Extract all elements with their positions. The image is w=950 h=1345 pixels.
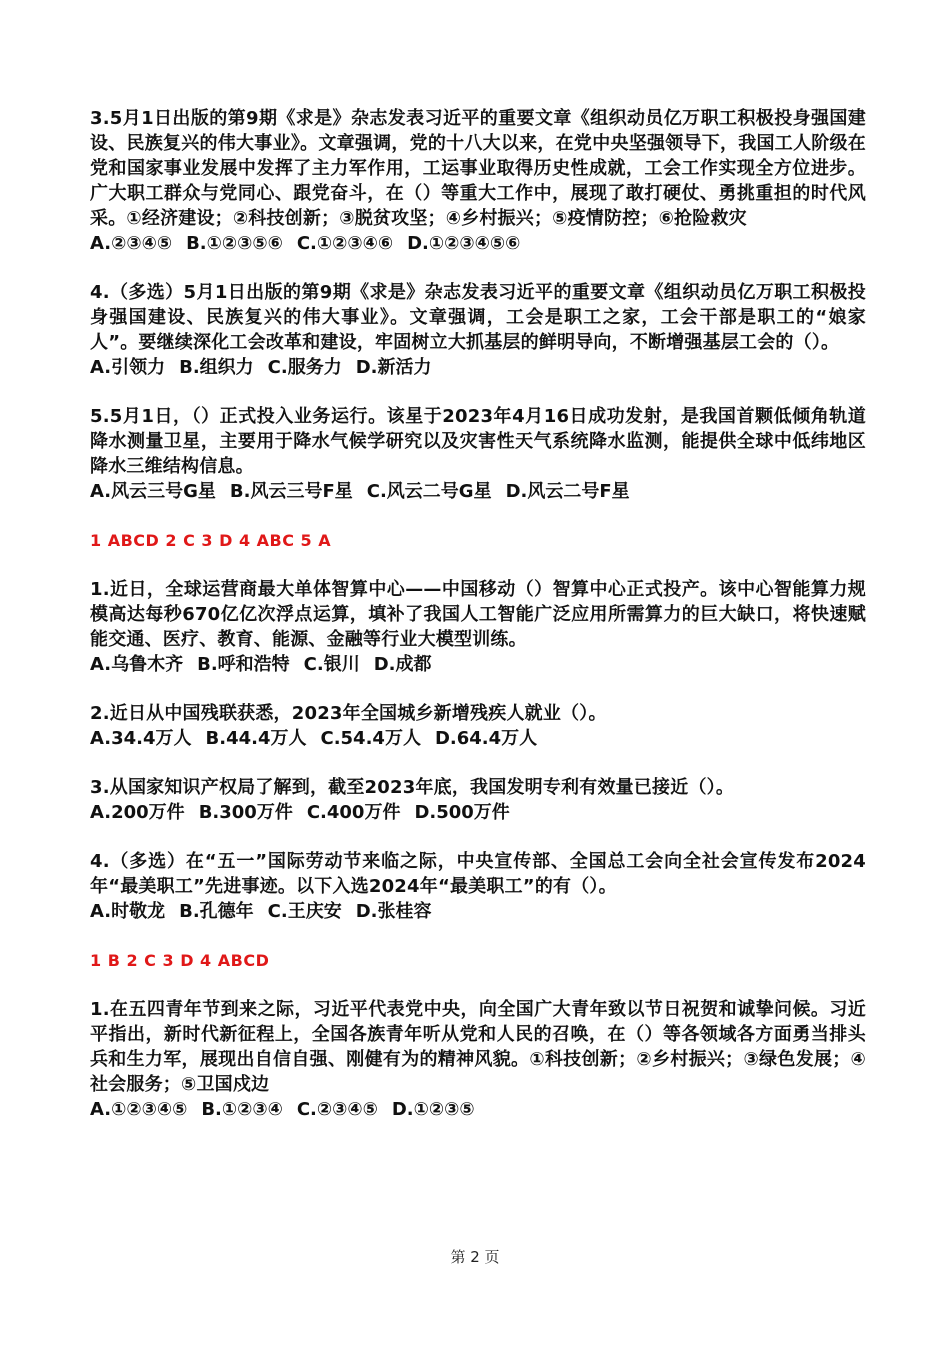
- option-d: D.①②③④⑤⑥: [407, 233, 521, 254]
- question-block: [90, 849, 866, 924]
- option-d: D.新活力: [355, 357, 432, 378]
- option-c: C.400万件: [306, 802, 401, 823]
- question-block: [90, 701, 866, 751]
- question-text: 3.5月1日出版的第9期《求是》杂志发表习近平的重要文章《组织动员亿万职工积极投身强国建设、民族复兴的伟大事业》。文章强调，党的十八大以来，在党中央坚强领导下，我国工人阶级在党和国家事业发展中发挥了主力军作用，工运事业取得历史性成就，工会工作实现全方位进步。广大职工群众与党同心、跟党奋斗，在（）等重大工作中，展现了敢打硬仗、勇挑重担的时代风采。①经济建设；②科技创新；③脱贫攻坚；④乡村振兴；⑤疫情防控；⑥抢险救灾: [90, 108, 866, 229]
- question-block: [90, 577, 866, 677]
- option-b: B.①②③④: [201, 1099, 283, 1120]
- options-row: [90, 1097, 866, 1122]
- question-block: [90, 997, 866, 1122]
- question-text: 5.5月1日，（）正式投入业务运行。该星于2023年4月16日成功发射，是我国首颗低倾角轨道降水测量卫星，主要用于降水气候学研究以及灾害性天气系统降水监测，能提供全球中低纬地区降水三维结构信息。: [90, 406, 866, 477]
- option-c: C.银川: [303, 654, 360, 675]
- option-c: C.风云二号G星: [366, 481, 492, 502]
- option-b: B.300万件: [198, 802, 293, 823]
- question-block: [90, 106, 866, 256]
- answer-key: [90, 528, 866, 553]
- question-text: 4.（多选）在“五一”国际劳动节来临之际，中央宣传部、全国总工会向全社会宣传发布2024年“最美职工”先进事迹。以下入选2024年“最美职工”的有（）。: [90, 851, 866, 897]
- option-a: A.34.4万人: [90, 728, 192, 749]
- question-text: 1.在五四青年节到来之际，习近平代表党中央，向全国广大青年致以节日祝贺和诚挚问候。习近平指出，新时代新征程上，全国各族青年听从党和人民的召唤，在（）等各领域各方面勇当排头兵和生力军，展现出自信自强、刚健有为的精神风貌。①科技创新；②乡村振兴；③绿色发展；④社会服务；⑤卫国戍边: [90, 999, 866, 1095]
- question-text: 4.（多选）5月1日出版的第9期《求是》杂志发表习近平的重要文章《组织动员亿万职工积极投身强国建设、民族复兴的伟大事业》。文章强调，工会是职工之家，工会干部是职工的“娘家人”。要继续深化工会改革和建设，牢固树立大抓基层的鲜明导向，不断增强基层工会的（）。: [90, 282, 866, 353]
- answer-key: [90, 948, 866, 973]
- option-c: C.②③④⑤: [296, 1099, 378, 1120]
- option-c: C.服务力: [267, 357, 342, 378]
- option-b: B.呼和浩特: [197, 654, 290, 675]
- options-row: [90, 355, 866, 380]
- options-row: [90, 231, 866, 256]
- answer-text: 1 B 2 C 3 D 4 ABCD: [90, 951, 270, 970]
- option-d: D.风云二号F星: [505, 481, 630, 502]
- option-a: A.风云三号G星: [90, 481, 216, 502]
- option-c: C.王庆安: [267, 901, 342, 922]
- question-block: [90, 404, 866, 504]
- page-number: 第 2 页: [450, 1248, 500, 1266]
- option-a: A.乌鲁木齐: [90, 654, 184, 675]
- option-d: D.500万件: [414, 802, 510, 823]
- option-a: A.引领力: [90, 357, 166, 378]
- options-row: [90, 899, 866, 924]
- option-d: D.①②③⑤: [391, 1099, 475, 1120]
- options-row: [90, 726, 866, 751]
- option-a: A.②③④⑤: [90, 233, 173, 254]
- document-page: [90, 106, 866, 1122]
- question-block: [90, 280, 866, 380]
- option-a: A.①②③④⑤: [90, 1099, 188, 1120]
- question-text: 2.近日从中国残联获悉，2023年全国城乡新增残疾人就业（）。: [90, 703, 607, 724]
- answer-text: 1 ABCD 2 C 3 D 4 ABC 5 A: [90, 531, 332, 550]
- option-c: C.①②③④⑥: [296, 233, 394, 254]
- option-b: B.风云三号F星: [229, 481, 353, 502]
- question-block: [90, 775, 866, 825]
- options-row: [90, 652, 866, 677]
- option-d: D.64.4万人: [434, 728, 538, 749]
- options-row: [90, 479, 866, 504]
- option-b: B.44.4万人: [205, 728, 307, 749]
- option-a: A.200万件: [90, 802, 185, 823]
- option-b: B.孔德年: [179, 901, 254, 922]
- options-row: [90, 800, 866, 825]
- question-text: 1.近日，全球运营商最大单体智算中心——中国移动（）智算中心正式投产。该中心智能算力规模高达每秒670亿亿次浮点运算，填补了我国人工智能广泛应用所需算力的巨大缺口，将快速赋能交通、医疗、教育、能源、金融等行业大模型训练。: [90, 579, 866, 650]
- option-d: D.张桂容: [355, 901, 432, 922]
- option-a: A.时敬龙: [90, 901, 166, 922]
- option-b: B.组织力: [179, 357, 254, 378]
- question-text: 3.从国家知识产权局了解到，截至2023年底，我国发明专利有效量已接近（）。: [90, 777, 735, 798]
- option-d: D.成都: [373, 654, 432, 675]
- option-b: B.①②③⑤⑥: [186, 233, 283, 254]
- option-c: C.54.4万人: [320, 728, 421, 749]
